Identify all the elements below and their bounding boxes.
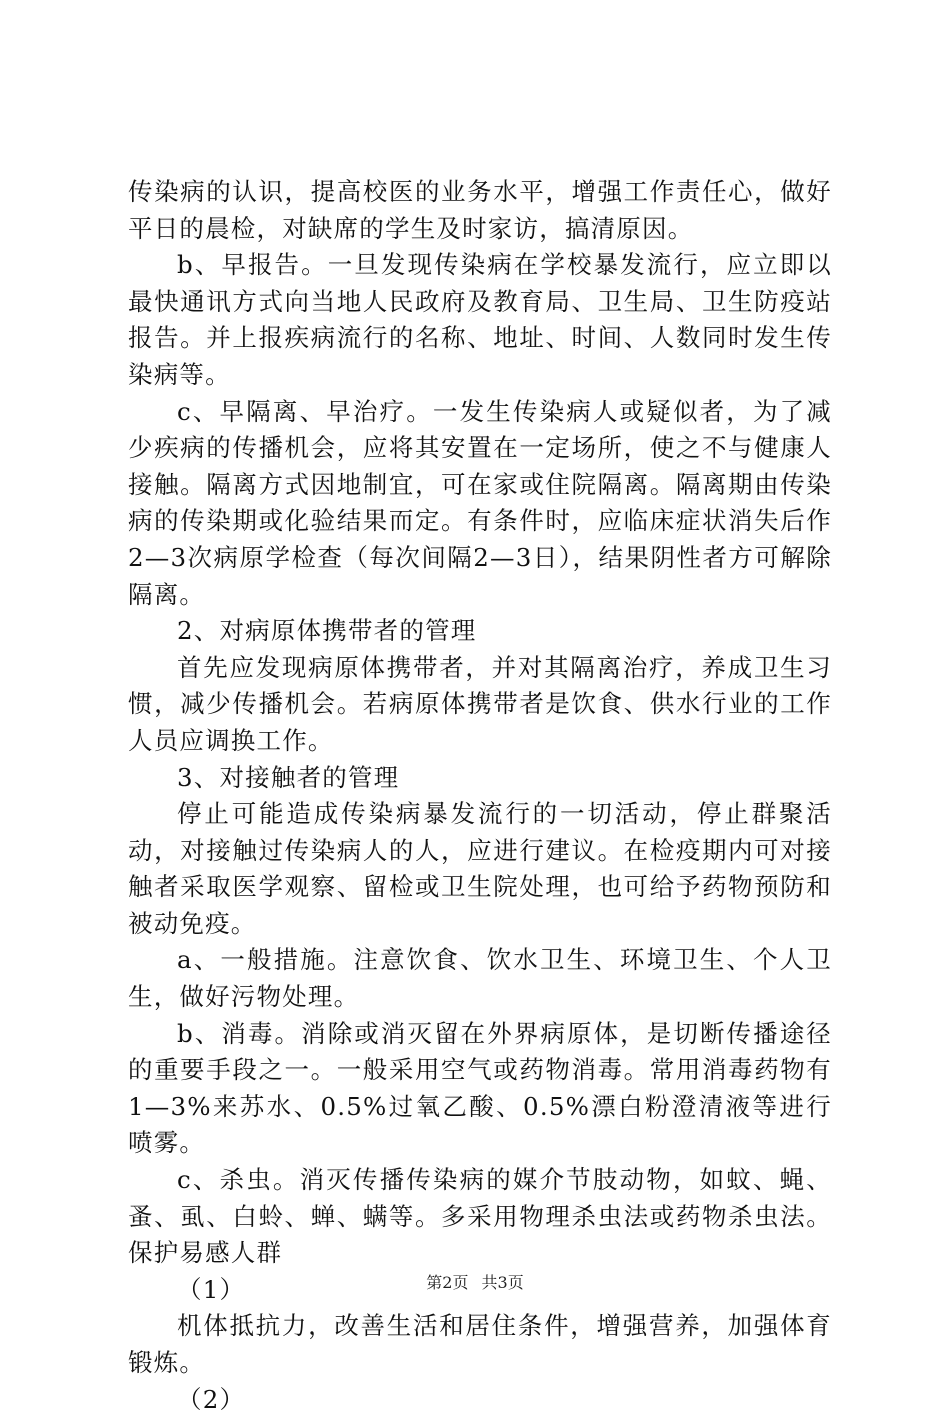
paragraph-7: 停止可能造成传染病暴发流行的一切活动，停止群聚活动，对接触过传染病人的人，应进行建议。在检疫期内可对接触者采取医学观察、留检或卫生院处理，也可给予药物预防和被动免疫。 [128,799,832,938]
list-marker-2: （2） [177,1384,246,1414]
document-body [128,174,832,1418]
paragraph-5: 首先应发现病原体携带者，并对其隔离治疗，养成卫生习惯，减少传播机会。若病原体携带者是饮食、供水行业的工作人员应调换工作。 [128,652,832,755]
paragraph-12: 机体抵抗力，改善生活和居住条件，增强营养，加强体育锻炼。 [128,1311,832,1377]
paragraph-8: a、一般措施。注意饮食、饮水卫生、环境卫生、个人卫生，做好污物处理。 [128,945,832,1012]
paragraph-2: b、早报告。一旦发现传染病在学校暴发流行，应立即以最快通讯方式向当地人民政府及教育局、卫生局、卫生防疫站报告。并上报疾病流行的名称、地址、时间、人数同时发生传染病等。 [128,250,832,389]
section-heading-carrier-management: 2、对病原体携带者的管理 [177,616,477,646]
paragraph-3: c、早隔离、早治疗。一发生传染病人或疑似者，为了减少疾病的传播机会，应将其安置在一定场所，使之不与健康人接触。隔离方式因地制宜，可在家或住院隔离。隔离期由传染病的传染期或化验结果而定。有条件时，应临床症状消失后作2—3次病原学检查（每次间隔2—3日），结果阴性者方可解除隔离。 [128,396,832,609]
page-footer [0,1273,950,1293]
paragraph-10: c、杀虫。消灭传播传染病的媒介节肢动物，如蚊、蝇、蚤、虱、白蛉、蝉、螨等。多采用物理杀虫法或药物杀虫法。保护易感人群 [128,1165,832,1268]
paragraph-1: 传染病的认识，提高校医的业务水平，增强工作责任心，做好平日的晨检，对缺席的学生及时家访，搞清原因。 [128,177,832,243]
paragraph-9: b、消毒。消除或消灭留在外界病原体，是切断传播途径的重要手段之一。一般采用空气或药物消毒。常用消毒药物有1—3%来苏水、0.5%过氧乙酸、0.5%漂白粉澄清液等进行喷雾。 [128,1018,832,1158]
page-number: 第2页 [426,1273,469,1292]
section-heading-contact-management: 3、对接触者的管理 [177,762,400,792]
list-marker-1: （1） [177,1274,246,1304]
page-total: 共3页 [481,1273,524,1292]
